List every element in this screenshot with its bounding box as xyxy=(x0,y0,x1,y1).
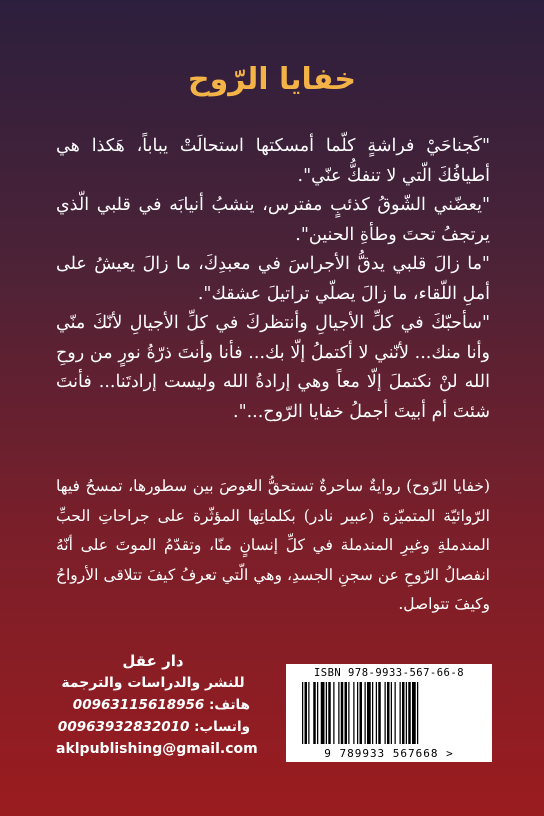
quote-paragraph: "كَجناحَيْ فراشةٍ كلّما أمسكتها استحالَتْ يباباً، هَكذا هي أطيافُكَ الّتي لا تنفكُّ عنّي". xyxy=(56,136,490,186)
phone-label: هاتف: xyxy=(209,697,250,713)
quote-paragraph: "ما زالَ قلبي يدقُّ الأجراسَ في معبدِكَ، ما زالَ يعيشُ على أملِ اللّقاء، ما زالَ يصلّي تراتيلَ عشقك". xyxy=(56,254,490,304)
blurb-text: (خفايا الرّوح) روايةٌ ساحرةٌ تستحقُّ الغوصَ بين سطورها، تمسحُ فيها الرّوائيّة المتميّزة (عبير نادر) بكلماتِها المؤثّرة على جراحاتِ الحبِّ المندملةِ وغيرِ المندملة في كلِّ إنسانٍ منّا، وتقدّمُ الموتَ على أنّهُ انفصالُ الرّوحِ عن سجنِ الجسدِ، وهي الّتي تعرفُ كيفَ تتلاقى الأرواحُ وكيفَ تتواصل. xyxy=(56,477,490,613)
phone-row xyxy=(56,694,250,716)
quote-paragraph: "سأحبّكَ في كلِّ الأجيالِ وأنتظركَ في كلِّ الأجيالِ لأنّكَ منّي وأنا منك... لأنّني لا أكتملُ إلّا بك... فأنا وأنتَ ذرّةُ نورٍ من روحِ الله لنْ نكتملَ إلّا معاً وهي إرادةُ الله وليست إرادتَنا... فأنتَ شئتَ أم أبيتَ أجملُ خفايا الرّوح...". xyxy=(56,313,490,422)
whatsapp-row xyxy=(56,716,250,738)
book-title: خفايا الرّوح xyxy=(188,62,356,97)
whatsapp-label: واتساب: xyxy=(194,719,250,735)
phone-number: 00963115618956 xyxy=(72,697,205,713)
barcode-digits: 9 789933 567668 > xyxy=(324,747,454,760)
isbn-label: ISBN 978-9933-567-66-8 xyxy=(313,667,465,679)
book-blurb xyxy=(56,472,490,620)
whatsapp-number: 00963932832010 xyxy=(57,719,190,735)
publisher-email[interactable]: aklpublishing@gmail.com xyxy=(56,741,258,757)
quote-paragraph: "يعضّني الشّوقُ كذئبٍ مفترس، ينشبُ أنيابَه في قلبي الّذي يرتجفُ تحتَ وطأةِ الحنين". xyxy=(56,195,490,245)
publisher-name: دار عقل xyxy=(122,652,184,670)
isbn-barcode-box xyxy=(286,664,492,762)
publisher-info xyxy=(56,650,258,760)
quotes-section xyxy=(56,132,490,427)
publisher-subtitle: للنشر والدراسات والترجمة xyxy=(61,675,245,691)
barcode-icon xyxy=(298,682,480,744)
